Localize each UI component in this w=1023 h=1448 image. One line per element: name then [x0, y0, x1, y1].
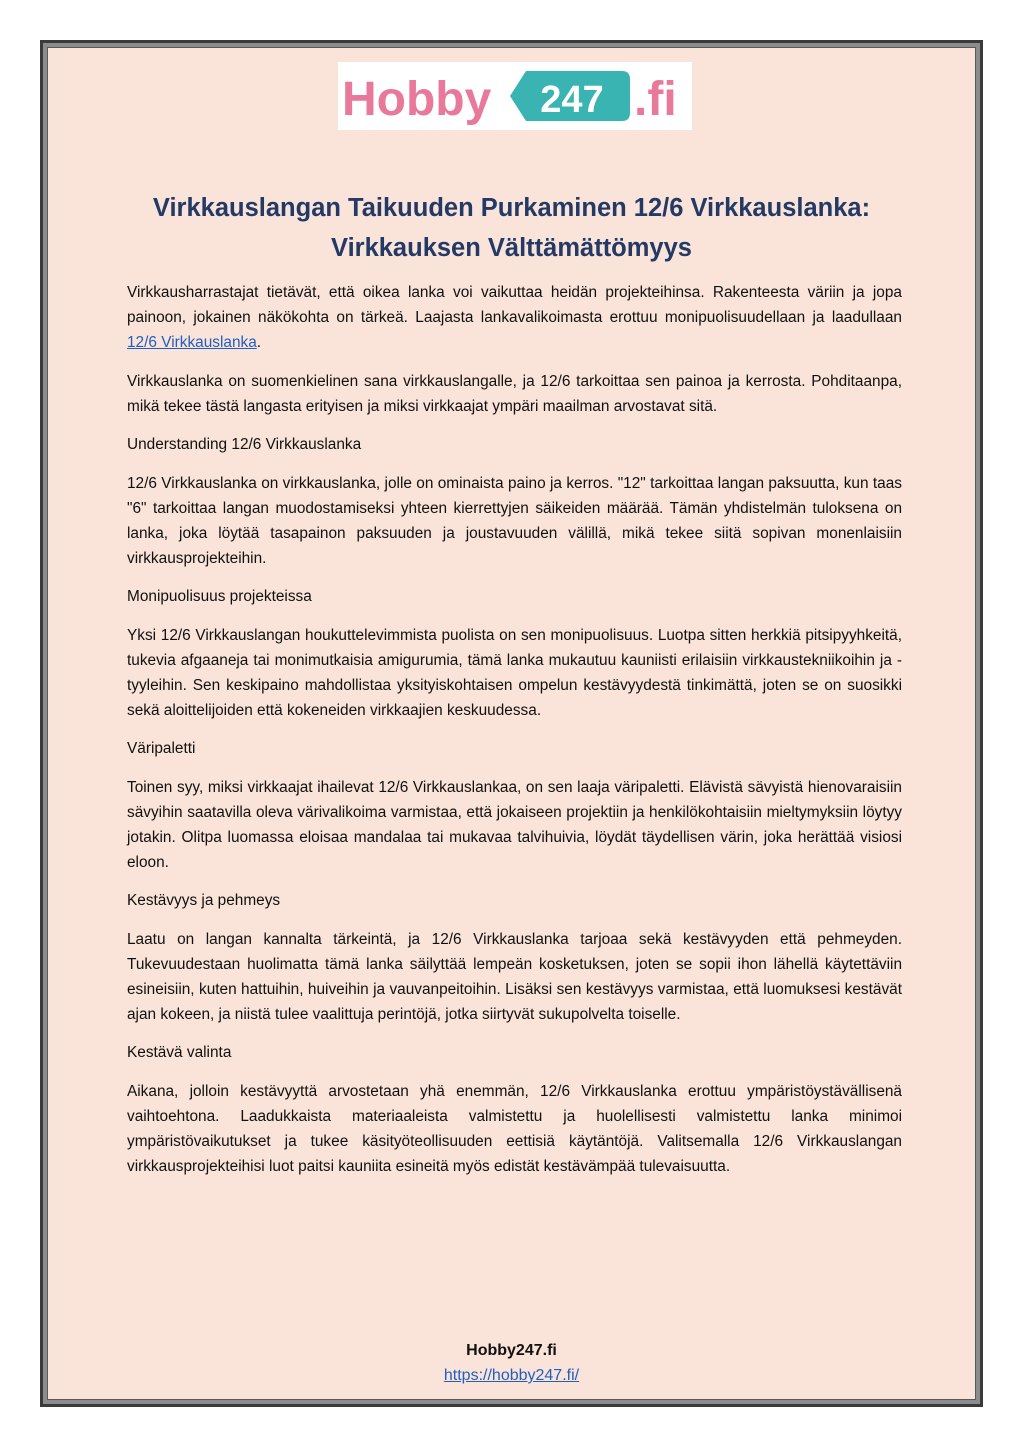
body-paragraph: Aikana, jolloin kestävyyttä arvostetaan yhä enemmän, 12/6 Virkkauslanka erottuu ympäristöystävällisenä vaihtoehtona. Laadukkaista materiaaleista valmistettu ja huolellisesti valmistettu lanka minimoi ympäristövaikutukset ja tukee käsityöteollisuuden eettisiä käytäntöjä. Valitsemalla 12/6 Virkkauslangan virkkausprojekteihisi luot paitsi kauniita esineitä myös edistät kestävämpää tulevaisuutta.	[127, 1082, 902, 1175]
intro-paragraph	[127, 280, 902, 355]
body-paragraph: Yksi 12/6 Virkkauslangan houkuttelevimmista puolista on sen monipuolisuus. Luotpa sitten herkkiä pitsipyyhkeitä, tukevia afgaaneja tai monimutkaisia amigurumia, tämä lanka mukautuu kauniisti erilaisiin virkkaustekniikoihin ja -tyyleihin. Sen keskipaino mahdollistaa yksityiskohtaisen ompelun kestävyydestä tinkimättä, joten se on suosikki sekä aloittelijoiden että kokeneiden virkkaajien keskuudessa.	[127, 626, 902, 719]
logo-text-tld: .fi	[634, 73, 677, 126]
product-link[interactable]: 12/6 Virkkauslanka	[127, 334, 257, 351]
section-heading: Monipuolisuus projekteissa	[127, 588, 312, 605]
section-heading: Kestävä valinta	[127, 1044, 232, 1061]
page-footer	[48, 1338, 975, 1388]
body-paragraph: Virkkauslanka on suomenkielinen sana virkkauslangalle, ja 12/6 tarkoittaa sen painoa ja kerrosta. Pohditaanpa, mikä tekee tästä langasta erityisen ja miksi virkkaajat ympäri maailman arvostavat sitä.	[127, 372, 902, 415]
body-paragraph: Laatu on langan kannalta tärkeintä, ja 12/6 Virkkauslanka tarjoaa sekä kestävyyden että pehmeyden. Tukevuudestaan huolimatta tämä lanka säilyttää lempeän kosketuksen, joten se sopii ihon lähellä käytettäviin esineisiin, kuten hattuihin, huiveihin ja vauvanpeitoihin. Lisäksi sen kestävyys varmistaa, että luomuksesi kestävät ajan kokeen, ja niistä tulee vaalittuja perintöjä, jotka siirtyvät sukupolvelta toiselle.	[127, 930, 902, 1023]
body-paragraph: Toinen syy, miksi virkkaajat ihailevat 12/6 Virkkauslankaa, on sen laaja väripaletti. Elävistä sävyistä hienovaraisiin sävyihin saatavilla oleva värivalikoima varmistaa, että jokaiseen projektiin ja henkilökohtaisiin mieltymyksiin löytyy jotakin. Olitpa luomassa eloisaa mandalaa tai mukavaa talvihuivia, löydät täydellisen värin, joka herättää visiosi eloon.	[127, 778, 902, 871]
hobby247-logo	[338, 62, 692, 130]
footer-brand: Hobby247.fi	[466, 1342, 557, 1359]
hobby247-logo-graphic	[338, 62, 692, 130]
page-sheet	[47, 47, 976, 1400]
footer-url-link[interactable]: https://hobby247.fi/	[443, 1367, 580, 1384]
logo-text-number: 247	[540, 79, 604, 121]
section-heading: Understanding 12/6 Virkkauslanka	[127, 436, 362, 453]
section-heading: Kestävyys ja pehmeys	[127, 892, 281, 909]
article-title: Virkkauslangan Taikuuden Purkaminen 12/6 Virkkauslanka: Virkkauksen Välttämättömyys	[152, 194, 871, 262]
page-frame	[40, 40, 983, 1407]
logo-text-hobby: Hobby	[342, 73, 492, 126]
body-paragraph: 12/6 Virkkauslanka on virkkauslanka, jolle on ominaista paino ja kerros. "12" tarkoittaa langan paksuutta, kun taas "6" tarkoittaa langan muodostamiseksi yhteen kierrettyjen säikeiden määrää. Tämän yhdistelmän tuloksena on lanka, joka löytää tasapainon paksuuden ja joustavuuden välillä, mikä tekee siitä sopivan monenlaisiin virkkausprojekteihin.	[127, 474, 902, 567]
intro-period: .	[256, 334, 262, 351]
section-heading: Väripaletti	[127, 740, 196, 757]
article-body	[127, 280, 902, 1192]
intro-text: Virkkausharrastajat tietävät, että oikea lanka voi vaikuttaa heidän projekteihinsa. Rakenteesta väriin ja jopa painoon, jokainen näkökohta on tärkeä. Laajasta lankavalikoimasta erottuu monipuolisuudellaan ja laadullaan	[127, 284, 902, 326]
